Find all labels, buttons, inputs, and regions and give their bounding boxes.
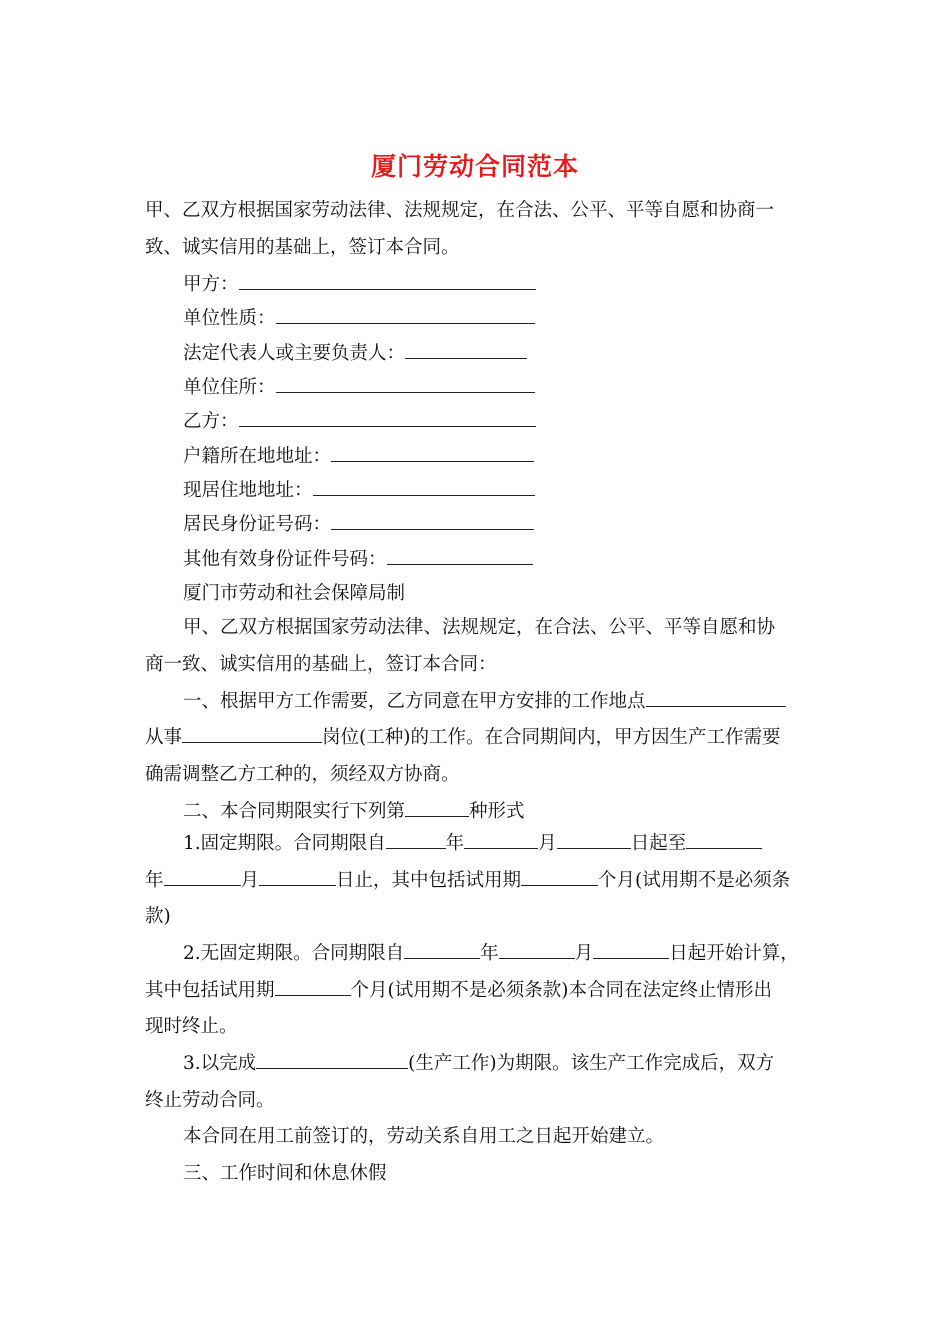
fixed-end-year-field[interactable] [686,830,762,849]
fixed-term-line-3: 款) [145,906,171,927]
unit-nature-row [183,304,535,334]
task-term-text-b: (生产工作)为期限。该生产工作完成后，双方 [408,1053,775,1074]
clause1-text-a: 一、根据甲方工作需要，乙方同意在甲方安排的工作地点 [183,691,646,712]
fixed-term-text-b: 日起至 [630,833,687,854]
intro-line-1: 甲、乙双方根据国家劳动法律、法规规定，在合法、公平、平等自愿和协商一 [145,200,775,221]
legal-rep-row [183,339,527,369]
unit-address-label: 单位住所： [183,377,276,398]
clause2-line [183,797,525,827]
position-field[interactable] [182,724,322,743]
fixed-probation-field[interactable] [521,867,598,886]
para1-line-1: 甲、乙双方根据国家劳动法律、法规规定，在合法、公平、平等自愿和协 [183,617,776,638]
contract-note: 本合同在用工前签订的，劳动关系自用工之日起开始建立。 [183,1126,665,1147]
clause1-text-b: 从事 [145,727,183,748]
unit-address-field[interactable] [276,374,535,393]
issuer-line: 厦门市劳动和社会保障局制 [183,583,406,604]
fixed-end-month-field[interactable] [164,867,241,886]
work-location-field[interactable] [646,688,786,707]
open-term-line-2 [145,976,772,1006]
fixed-term-text-d: 个月(试用期不是必须条 [598,870,791,891]
task-term-text-a: 3.以完成 [183,1053,257,1074]
clause1-line-1 [183,687,786,717]
month-label: 月 [574,943,594,964]
party-a-row [183,270,536,300]
open-term-line-1 [183,939,799,969]
unit-address-row [183,373,535,403]
fixed-start-day-field[interactable] [557,830,631,849]
task-term-line-1 [183,1049,774,1079]
open-term-text-d: 个月(试用期不是必须条款)本合同在法定终止情形出 [350,980,772,1001]
open-start-day-field[interactable] [593,940,669,959]
year-label: 年 [145,870,164,891]
current-address-field[interactable] [313,477,535,496]
id-number-field[interactable] [331,511,534,530]
fixed-term-line-2 [145,866,790,896]
fixed-end-day-field[interactable] [259,867,336,886]
party-a-label: 甲方： [183,274,239,295]
legal-rep-label: 法定代表人或主要负责人： [183,343,406,364]
current-address-label: 现居住地地址： [183,480,313,501]
year-label: 年 [445,833,465,854]
clause2-text-b: 种形式 [469,801,525,822]
current-address-row [183,476,535,506]
document-title: 厦门劳动合同范本 [370,152,579,181]
party-b-label: 乙方： [183,411,239,432]
clause3-heading: 三、工作时间和休息休假 [183,1163,387,1184]
clause1-line-2 [145,723,780,753]
id-number-label: 居民身份证号码： [183,514,332,535]
month-label: 月 [538,833,557,854]
task-field[interactable] [256,1050,408,1069]
household-address-field[interactable] [331,443,534,462]
clause1-text-c: 岗位(工种)的工作。在合同期间内，甲方因生产工作需要 [322,727,781,748]
open-start-month-field[interactable] [499,940,575,959]
fixed-start-month-field[interactable] [464,830,538,849]
other-id-label: 其他有效身份证件号码： [183,549,387,570]
intro-line-2: 致、诚实信用的基础上，签订本合同。 [145,237,460,258]
party-a-field[interactable] [239,271,536,290]
open-start-year-field[interactable] [404,940,480,959]
open-term-text-c: 其中包括试用期 [145,980,275,1001]
party-b-field[interactable] [239,408,536,427]
fixed-term-line-1 [183,829,762,859]
open-term-text-a: 2.无固定期限。合同期限自 [183,943,405,964]
form-number-field[interactable] [405,798,469,817]
clause2-text-a: 二、本合同期限实行下列第 [183,801,406,822]
fixed-term-text-a: 1.固定期限。合同期限自 [183,833,386,854]
clause1-line-3: 确需调整乙方工种的，须经双方协商。 [145,764,460,785]
year-label: 年 [480,943,499,964]
fixed-start-year-field[interactable] [386,830,446,849]
open-term-text-b: 日起开始计算， [669,943,799,964]
household-address-row [183,442,534,472]
open-term-line-3: 现时终止。 [145,1016,238,1037]
unit-nature-label: 单位性质： [183,308,276,329]
id-number-row [183,510,534,540]
other-id-field[interactable] [387,546,533,565]
month-label: 月 [240,870,260,891]
unit-nature-field[interactable] [276,305,535,324]
party-b-row [183,407,536,437]
task-term-line-2: 终止劳动合同。 [145,1090,275,1111]
para1-line-2: 商一致、诚实信用的基础上，签订本合同： [145,654,497,675]
open-probation-field[interactable] [275,977,351,996]
household-address-label: 户籍所在地地址： [183,446,332,467]
legal-rep-field[interactable] [405,340,527,359]
other-id-row [183,545,533,575]
fixed-term-text-c: 日止，其中包括试用期 [336,870,522,891]
